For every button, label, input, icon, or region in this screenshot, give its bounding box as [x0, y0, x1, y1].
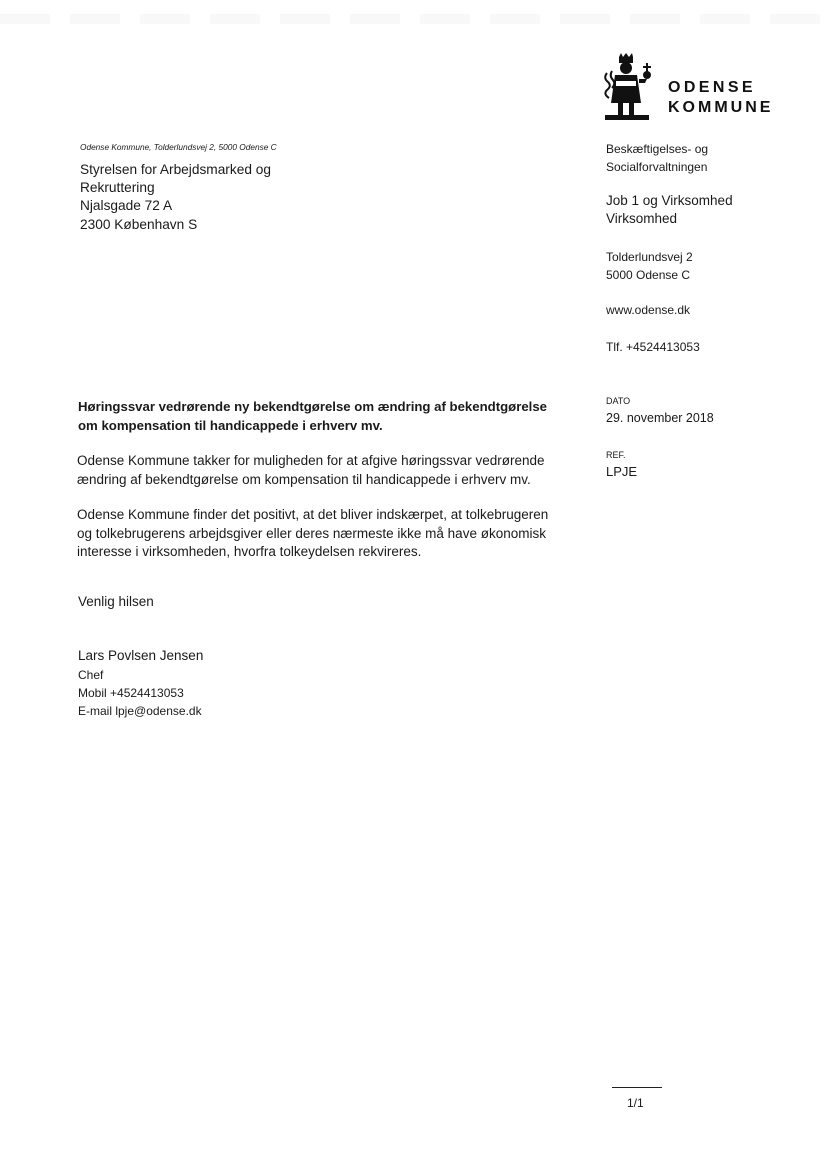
date-label: DATO	[606, 396, 631, 406]
ref-label: REF.	[606, 450, 626, 460]
unit	[606, 192, 733, 228]
saint-knud-emblem-icon	[603, 53, 663, 123]
recipient-line: Styrelsen for Arbejdsmarked og	[80, 162, 271, 177]
office-address	[606, 248, 693, 284]
department	[606, 140, 708, 176]
department-line: Beskæftigelses- og	[606, 142, 709, 156]
paragraph-line: ændring af bekendtgørelse om kompensation til handicappede i erhverv mv.	[77, 471, 531, 487]
signer-name: Lars Povlsen Jensen	[78, 648, 204, 663]
letter-subject	[78, 398, 588, 435]
body-paragraph-1	[77, 452, 587, 489]
paragraph-line: og tolkebrugerens arbejdsgiver eller deres nærmeste ikke må have økonomisk	[77, 525, 546, 541]
recipient-line: Njalsgade 72 A	[80, 198, 173, 214]
page-number: 1/1	[627, 1096, 644, 1110]
ref-value: LPJE	[606, 464, 638, 479]
paragraph-line: interesse i virksomheden, hvorfra tolkeydelsen rekvireres.	[77, 544, 422, 559]
recipient-address	[80, 161, 271, 234]
unit-line: Virksomhed	[606, 211, 678, 226]
signer-mobile: Mobil +4524413053	[78, 686, 184, 700]
signer-title: Chef	[78, 668, 104, 682]
paragraph-line: Odense Kommune finder det positivt, at det bliver indskærpet, at tolkebrugeren	[77, 507, 549, 522]
unit-line: Job 1 og Virksomhed	[606, 193, 733, 208]
body-paragraph-2	[77, 506, 587, 562]
footer-divider	[612, 1087, 662, 1088]
subject-line: Høringssvar vedrørende ny bekendtgørelse om ændring af bekendtgørelse	[78, 399, 548, 414]
closing: Venlig hilsen	[78, 594, 154, 609]
website: www.odense.dk	[606, 303, 691, 317]
scan-artifact	[0, 14, 828, 24]
logo-text-odense: ODENSE	[668, 79, 756, 96]
phone-number: Tlf. +4524413053	[606, 340, 700, 354]
recipient-line: Rekruttering	[80, 180, 155, 196]
recipient-line: 2300 København S	[80, 216, 198, 232]
address-line: Tolderlundsvej 2	[606, 250, 693, 264]
department-line: Socialforvaltningen	[606, 160, 708, 174]
signer-email: E-mail lpje@odense.dk	[78, 704, 202, 718]
subject-line: om kompensation til handicappede i erhverv mv.	[78, 417, 383, 433]
paragraph-line: Odense Kommune takker for muligheden for at afgive høringssvar vedrørende	[77, 453, 545, 468]
logo-text-kommune: KOMMUNE	[668, 99, 774, 116]
date-value: 29. november 2018	[606, 411, 714, 425]
address-line: 5000 Odense C	[606, 268, 691, 282]
sender-line: Odense Kommune, Tolderlundsvej 2, 5000 Odense C	[80, 142, 277, 152]
odense-kommune-logo	[603, 53, 793, 123]
